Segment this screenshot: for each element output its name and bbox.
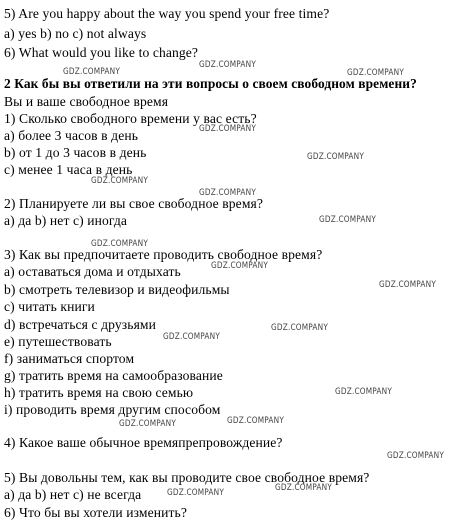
watermark: GDZ.COMPANY <box>119 419 177 429</box>
answer-3g: g) тратить время на самообразование <box>4 368 223 383</box>
question-6-en: 6) What would you like to change? <box>4 45 199 60</box>
watermark: GDZ.COMPANY <box>163 332 221 342</box>
answer-1a: а) более 3 часов в день <box>4 128 138 143</box>
question-6: 6) Что бы вы хотели изменить? <box>4 505 187 520</box>
question-5: 5) Вы довольны тем, как вы проводите свое свободное время? <box>4 470 370 485</box>
question-4: 4) Какое ваше обычное времяпрепровождение? <box>4 435 283 450</box>
answer-3e: e) путешествовать <box>4 334 112 349</box>
watermark: GDZ.COMPANY <box>91 176 149 186</box>
watermark: GDZ.COMPANY <box>199 124 257 134</box>
answers-2: а) да b) нет c) иногда <box>4 213 128 228</box>
watermark: GDZ.COMPANY <box>199 188 257 198</box>
answer-3b: b) смотреть телевизор и видеофильмы <box>4 282 230 297</box>
watermark: GDZ.COMPANY <box>347 68 405 78</box>
answers-5: а) да b) нет c) не всегда <box>4 487 142 502</box>
watermark: GDZ.COMPANY <box>91 239 149 249</box>
answer-3d: d) встречаться с друзьями <box>4 317 156 332</box>
question-3: 3) Как вы предпочитаете проводить свободное время? <box>4 247 323 262</box>
question-2: 2) Планируете ли вы свое свободное время? <box>4 196 264 211</box>
exercise-2-heading: 2 Как бы вы ответили на эти вопросы о своем свободном времени? <box>4 76 417 91</box>
answer-3c: c) читать книги <box>4 299 95 314</box>
watermark: GDZ.COMPANY <box>271 323 329 333</box>
answer-3a: а) оставаться дома и отдыхать <box>4 264 181 279</box>
watermark: GDZ.COMPANY <box>319 215 377 225</box>
answer-3h: h) тратить время на свою семью <box>4 385 194 400</box>
section-title: Вы и ваше свободное время <box>4 94 169 109</box>
question-5-en: 5) Are you happy about the way you spend your free time? <box>4 6 330 21</box>
watermark: GDZ.COMPANY <box>167 488 225 498</box>
watermark: GDZ.COMPANY <box>275 483 333 493</box>
watermark: GDZ.COMPANY <box>199 60 257 70</box>
answer-1c: c) менее 1 часа в день <box>4 162 133 177</box>
answer-3i: i) проводить время другим способом <box>4 402 221 417</box>
watermark: GDZ.COMPANY <box>335 387 393 397</box>
watermark: GDZ.COMPANY <box>307 152 365 162</box>
watermark: GDZ.COMPANY <box>63 67 121 77</box>
answer-3f: f) заниматься спортом <box>4 351 135 366</box>
question-1: 1) Сколько свободного времени у вас есть? <box>4 111 257 126</box>
answers-5-en: a) yes b) no c) not always <box>4 26 147 41</box>
watermark: GDZ.COMPANY <box>387 451 445 461</box>
answer-1b: b) от 1 до 3 часов в день <box>4 145 147 160</box>
watermark: GDZ.COMPANY <box>211 261 269 271</box>
watermark: GDZ.COMPANY <box>227 416 285 426</box>
watermark: GDZ.COMPANY <box>379 280 437 290</box>
